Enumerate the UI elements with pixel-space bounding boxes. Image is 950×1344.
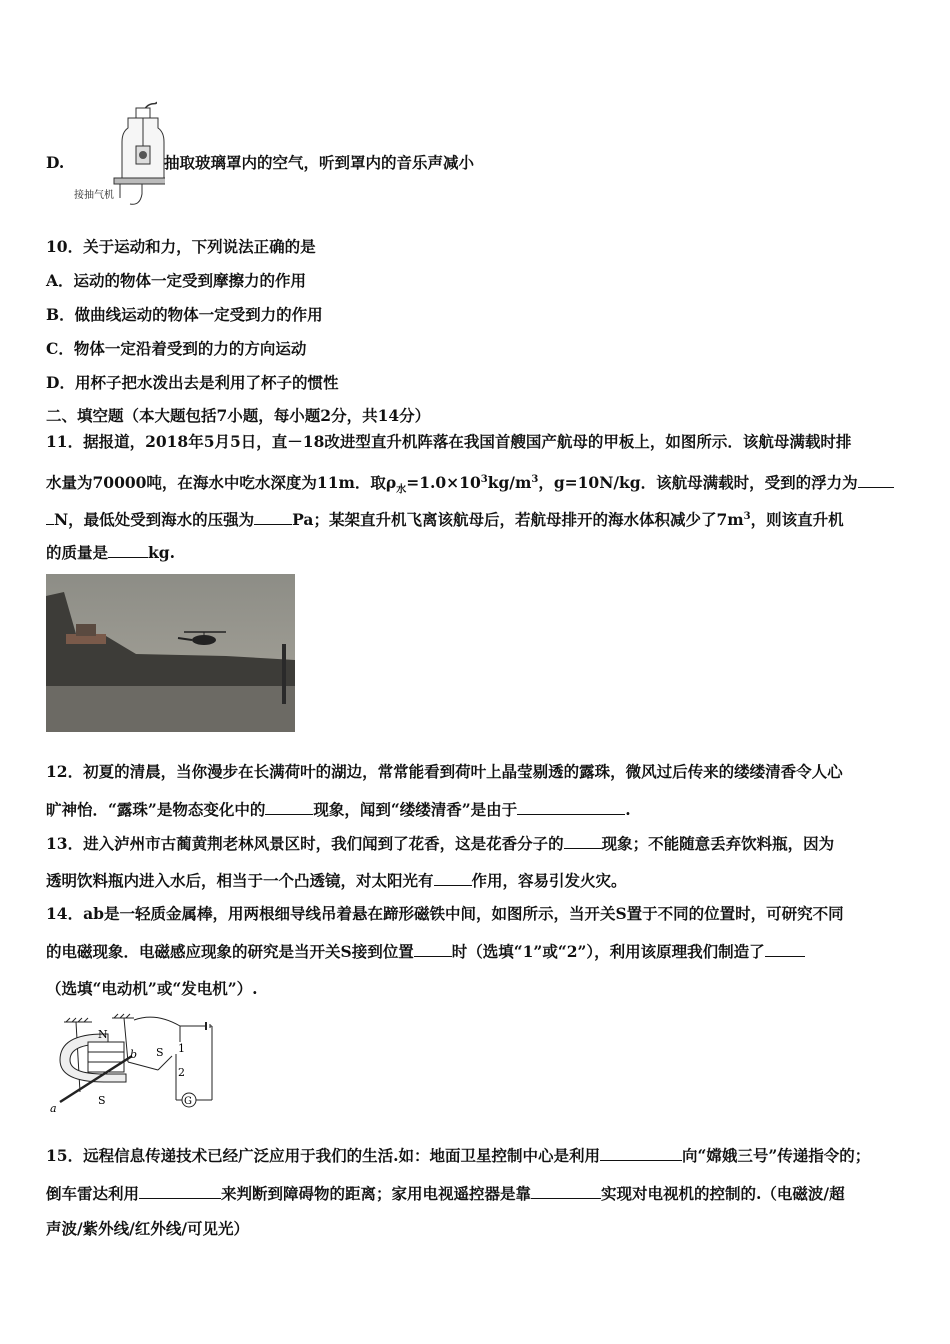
rod-end-a-label: a bbox=[50, 1102, 57, 1114]
question-14-line-1: 14．ab是一轻质金属棒，用两根细导线吊着悬在蹄形磁铁中间，如图所示，当开关S置于不同的位置时，可研究不同 bbox=[46, 904, 844, 923]
blank-buoyancy[interactable] bbox=[858, 473, 894, 488]
question-14-line-2: 的电磁现象．电磁感应现象的研究是当开关S接到位置 时（选填“1”或“2”），利用该原理我们制造了 bbox=[46, 942, 805, 962]
question-15-line-3: 声波/紫外线/红外线/可见光） bbox=[46, 1219, 249, 1238]
question-11-line-1: 11．据报道，2018年5月5日，直－18改进型直升机阵落在我国首艘国产航母的甲板上，如图所示．该航母满载时排 bbox=[46, 432, 852, 451]
bell-jar-figure bbox=[70, 98, 165, 210]
electromagnet-circuit-figure bbox=[46, 1012, 226, 1114]
question-11-line-4: 的质量是 kg. bbox=[46, 543, 175, 562]
blank-pressure[interactable] bbox=[254, 510, 292, 525]
switch-position-2: 2 bbox=[178, 1066, 185, 1079]
option-d-letter: D. bbox=[46, 153, 65, 172]
carrier-photo bbox=[46, 574, 295, 732]
switch-label: S bbox=[156, 1046, 164, 1059]
blank-remote-signal[interactable] bbox=[531, 1184, 601, 1199]
question-10-option-c: C．物体一定沿着受到的力的方向运动 bbox=[46, 339, 307, 358]
vacuum-pump-label: 接抽气机 bbox=[74, 190, 114, 201]
question-15-line-1: 15．远程信息传递技术已经广泛应用于我们的生活.如：地面卫星控制中心是利用 向“嫦娥三号”传递指令的； bbox=[46, 1146, 871, 1165]
blank-radar-signal[interactable] bbox=[139, 1184, 221, 1199]
question-12-line-2: 旷神怡．“露珠”是物态变化中的 现象，闻到“缕缕清香”是由于 . bbox=[46, 800, 631, 819]
question-10-option-d: D．用杯子把水泼出去是利用了杯子的惯性 bbox=[46, 373, 339, 392]
blank-satellite-signal[interactable] bbox=[600, 1146, 682, 1161]
blank-machine[interactable] bbox=[765, 942, 805, 957]
galvanometer-label: G bbox=[184, 1096, 192, 1107]
blank-dew-phenomenon[interactable] bbox=[265, 800, 313, 815]
section-2-title: 二、填空题（本大题包括7小题，每小题2分，共14分） bbox=[46, 406, 431, 425]
rod-end-b-label: b bbox=[130, 1048, 138, 1061]
blank-diffusion[interactable] bbox=[564, 834, 602, 849]
question-11-line-3: N，最低处受到海水的压强为 Pa；某架直升机飞离该航母后，若航母排开的海水体积减少了$7m^3$，则该直升机 bbox=[46, 507, 844, 530]
switch-position-1: 1 bbox=[178, 1042, 185, 1055]
magnet-south-label: S bbox=[98, 1094, 106, 1107]
question-12-line-1: 12．初夏的清晨，当你漫步在长满荷叶的湖边，常常能看到荷叶上晶莹剔透的露珠，微风过后传来的缕缕清香令人心 bbox=[46, 762, 843, 781]
blank-switch-position[interactable] bbox=[414, 942, 452, 957]
question-13-line-1: 13．进入泸州市古蔺黄荆老林风景区时，我们闻到了花香，这是花香分子的 现象；不能随意丢弃饮料瓶，因为 bbox=[46, 834, 835, 853]
question-14-line-3: （选填“电动机”或“发电机”）. bbox=[46, 979, 258, 998]
blank-mass[interactable] bbox=[108, 543, 148, 558]
question-10-stem: 10．关于运动和力，下列说法正确的是 bbox=[46, 237, 316, 256]
question-13-line-2: 透明饮料瓶内进入水后，相当于一个凸透镜，对太阳光有 作用，容易引发火灾。 bbox=[46, 871, 627, 890]
option-d-text: 抽取玻璃罩内的空气，听到罩内的音乐声减小 bbox=[164, 153, 475, 172]
blank-buoyancy-cont[interactable] bbox=[46, 510, 54, 525]
blank-lens-effect[interactable] bbox=[434, 871, 472, 886]
question-11-line-2: 水量为70000吨，在海水中吃水深度为11m．取$\rho_水=1.0\times 10^3kg/m^3$，g=10N/kg．该航母满载时，受到的浮力为 bbox=[46, 470, 894, 500]
question-10-option-b: B．做曲线运动的物体一定受到力的作用 bbox=[46, 305, 323, 324]
question-10-option-a: A．运动的物体一定受到摩擦力的作用 bbox=[46, 271, 307, 290]
question-15-line-2: 倒车雷达利用 来判断到障碍物的距离；家用电视遥控器是靠 实现对电视机的控制的.（电磁波/超 bbox=[46, 1184, 845, 1203]
magnet-north-label: N bbox=[98, 1028, 108, 1041]
blank-fragrance-reason[interactable] bbox=[517, 800, 625, 815]
